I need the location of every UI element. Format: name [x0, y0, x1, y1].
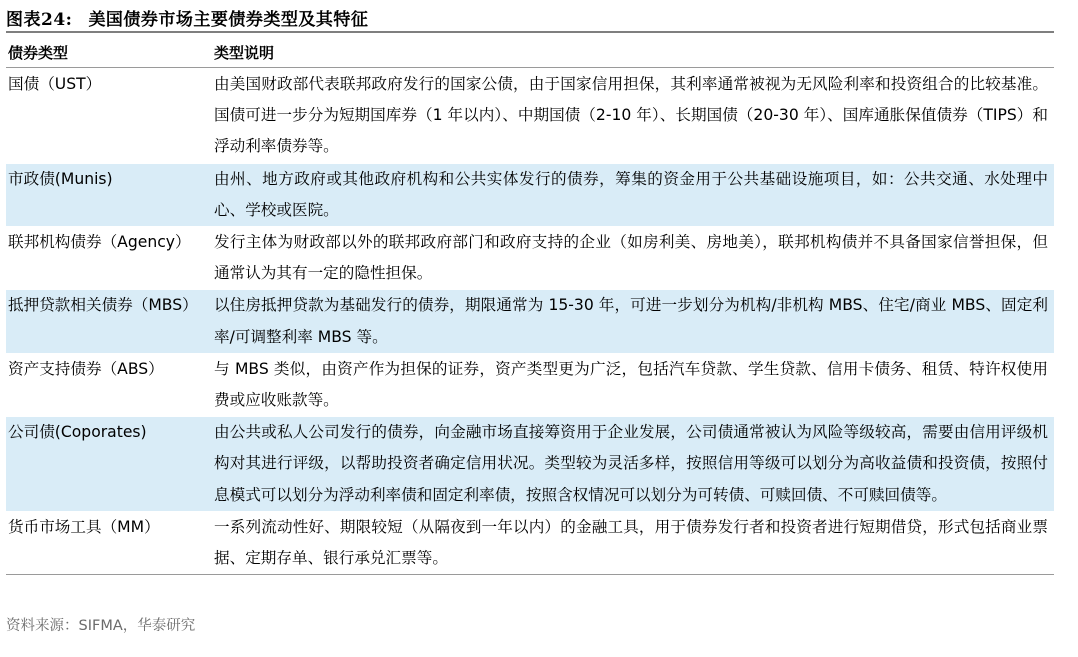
table-row [6, 289, 1054, 352]
description-cell: 以住房抵押贷款为基础发行的债券，期限通常为 15-30 年，可进一步划分为机构/非机构 MBS、住宅/商业 MBS、固定利率/可调整利率 MBS 等。 [214, 296, 1048, 346]
description-cell: 发行主体为财政部以外的联邦政府部门和政府支持的企业（如房利美、房地美），联邦机构债并不具备国家信誉担保，但通常认为其有一定的隐性担保。 [214, 233, 1048, 283]
source-note: 资料来源：SIFMA，华泰研究 [6, 618, 196, 634]
table-header [6, 37, 1054, 68]
figure-label: 图表24: [6, 10, 73, 30]
bond-types-table [6, 37, 1054, 575]
table-row [6, 226, 1054, 289]
bond-type-cell: 联邦机构债券（Agency） [8, 233, 191, 252]
bond-type-cell: 资产支持债券（ABS） [8, 359, 164, 378]
bond-type-cell: 国债（UST） [8, 75, 102, 93]
figure-title-bar [6, 4, 1054, 33]
bond-type-cell: 货币市场工具（MM） [8, 517, 160, 536]
table-row [6, 163, 1054, 226]
header-bond-type: 债券类型 [8, 43, 69, 62]
table-row [6, 68, 1054, 163]
table-row [6, 416, 1054, 511]
bond-type-cell: 市政债(Munis) [8, 169, 113, 188]
description-cell: 由州、地方政府或其他政府机构和公共实体发行的债券，筹集的资金用于公共基础设施项目，如：公共交通、水处理中心、学校或医院。 [214, 169, 1048, 219]
table-row [6, 353, 1054, 416]
description-cell: 与 MBS 类似，由资产作为担保的证券，资产类型更为广泛，包括汽车贷款、学生贷款、信用卡债务、租赁、特许权使用费或应收账款等。 [214, 359, 1048, 410]
table-row [6, 511, 1054, 574]
description-cell: 由美国财政部代表联邦政府发行的国家公债，由于国家信用担保，其利率通常被视为无风险利率和投资组合的比较基准。国债可进一步分为短期国库券（1 年以内）、中期国债（2-10 年）、长期国债（20-30 年）、国库通胀保值债券（TIPS）和浮动利率债券等。 [214, 75, 1048, 156]
figure-title: 美国债券市场主要债券类型及其特征 [88, 10, 369, 30]
bond-type-cell: 公司债(Coporates) [8, 423, 147, 442]
description-cell: 一系列流动性好、期限较短（从隔夜到一年以内）的金融工具，用于债券发行者和投资者进行短期借贷，形式包括商业票据、定期存单、银行承兑汇票等。 [214, 517, 1048, 568]
header-description: 类型说明 [214, 43, 275, 62]
description-cell: 由公共或私人公司发行的债券，向金融市场直接筹资用于企业发展，公司债通常被认为风险等级较高，需要由信用评级机构对其进行评级，以帮助投资者确定信用状况。类型较为灵活多样，按照信用等级可以划分为高收益债和投资债，按照付息模式可以划分为浮动利率债和固定利率债，按照含权情况可以划分为可转债、可赎回债、不可赎回债等。 [214, 423, 1048, 504]
bond-type-cell: 抵押贷款相关债券（MBS） [8, 296, 198, 315]
